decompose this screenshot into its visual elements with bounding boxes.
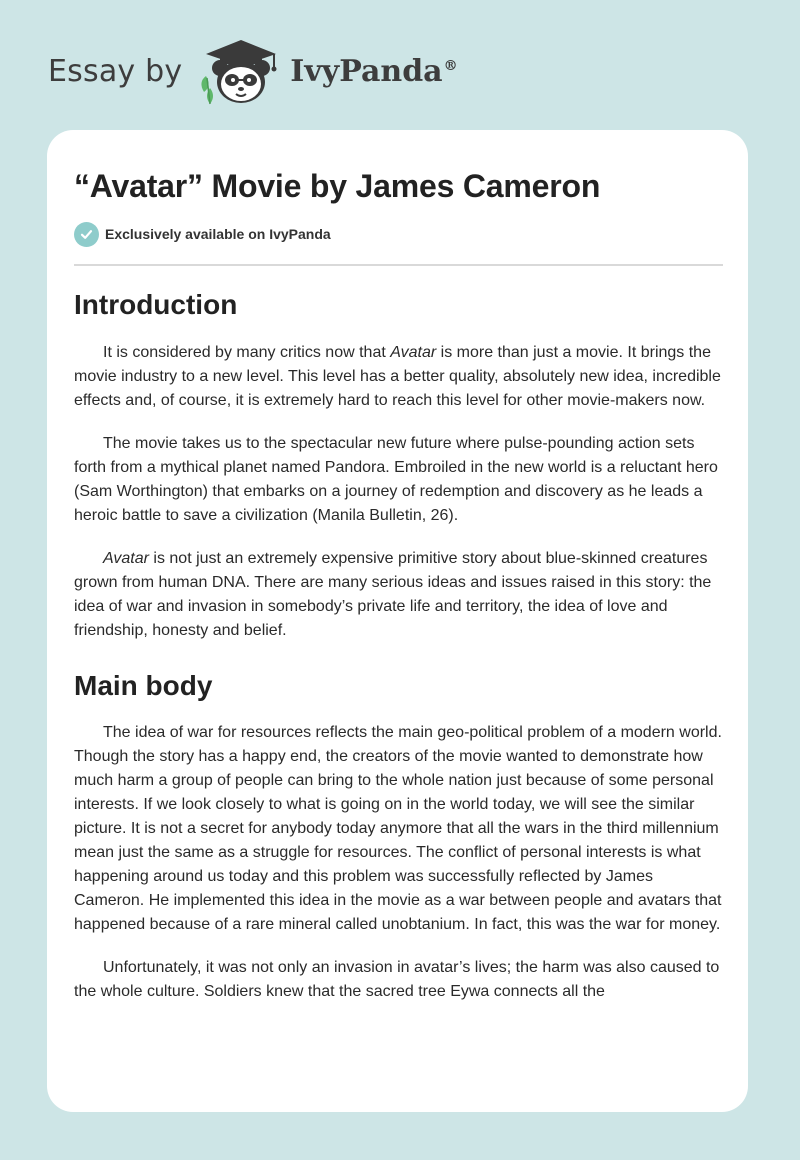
section-heading-main-body: Main body [74,670,213,701]
paragraph: The idea of war for resources reflects the main geo-political problem of a modern world. Though the story has a happy end, the creators of the movie wanted to demonstrate how much harm a group of people can bring to the whole nation just because of some personal interests. If we look closely to what is going on in the world today, we will see the similar picture. It is not a secret for anybody today anymore that all the wars in the third millennium mean just the same as a struggle for resources. The conflict of personal interests is what happening around us today and this problem was successfully reflected by James Cameron. He implemented this idea in the movie as a war between people and avatars that happened because of a rare mineral called unobtanium. In fact, this was the war for money. [74,724,722,933]
ivypanda-logo-icon[interactable] [196,36,286,106]
check-icon [74,222,99,247]
page-title: “Avatar” Movie by James Cameron [74,168,601,204]
exclusive-badge-label: Exclusively available on IvyPanda [105,226,331,242]
section-heading-introduction: Introduction [74,289,238,320]
divider [74,264,723,266]
registered-mark: ® [443,57,458,74]
paragraph: It is considered by many critics now that Avatar is more than just a movie. It brings the movie industry to a new level. This level has a better quality, absolutely new idea, incredible effects and, of course, it is extremely hard to reach this level for other movie-makers now. [74,344,721,409]
exclusive-badge [74,220,722,248]
brand-name[interactable]: IvyPanda® [290,53,458,89]
paragraph: Unfortunately, it was not only an invasion in avatar’s lives; the harm was also caused to the whole culture. Soldiers knew that the sacred tree Eywa connects all the [74,959,720,1000]
essay-card [47,130,748,1112]
emphasis: Avatar [103,550,149,567]
site-header [48,36,458,106]
paragraph: Avatar is not just an extremely expensive primitive story about blue-skinned creatures grown from human DNA. There are many serious ideas and issues raised in this story: the idea of war and invasion in somebody’s private life and territory, the idea of love and friendship, honesty and belief. [74,550,712,639]
emphasis: Avatar [390,344,437,361]
paragraph: The movie takes us to the spectacular new future where pulse-pounding action sets forth from a mythical planet named Pandora. Embroiled in the new world is a reluctant hero (Sam Worthington) that embarks on a journey of redemption and discovery as he leads a heroic battle to save a civilization (Manila Bulletin, 26). [74,435,718,524]
essay-by-label: Essay by [48,53,183,89]
